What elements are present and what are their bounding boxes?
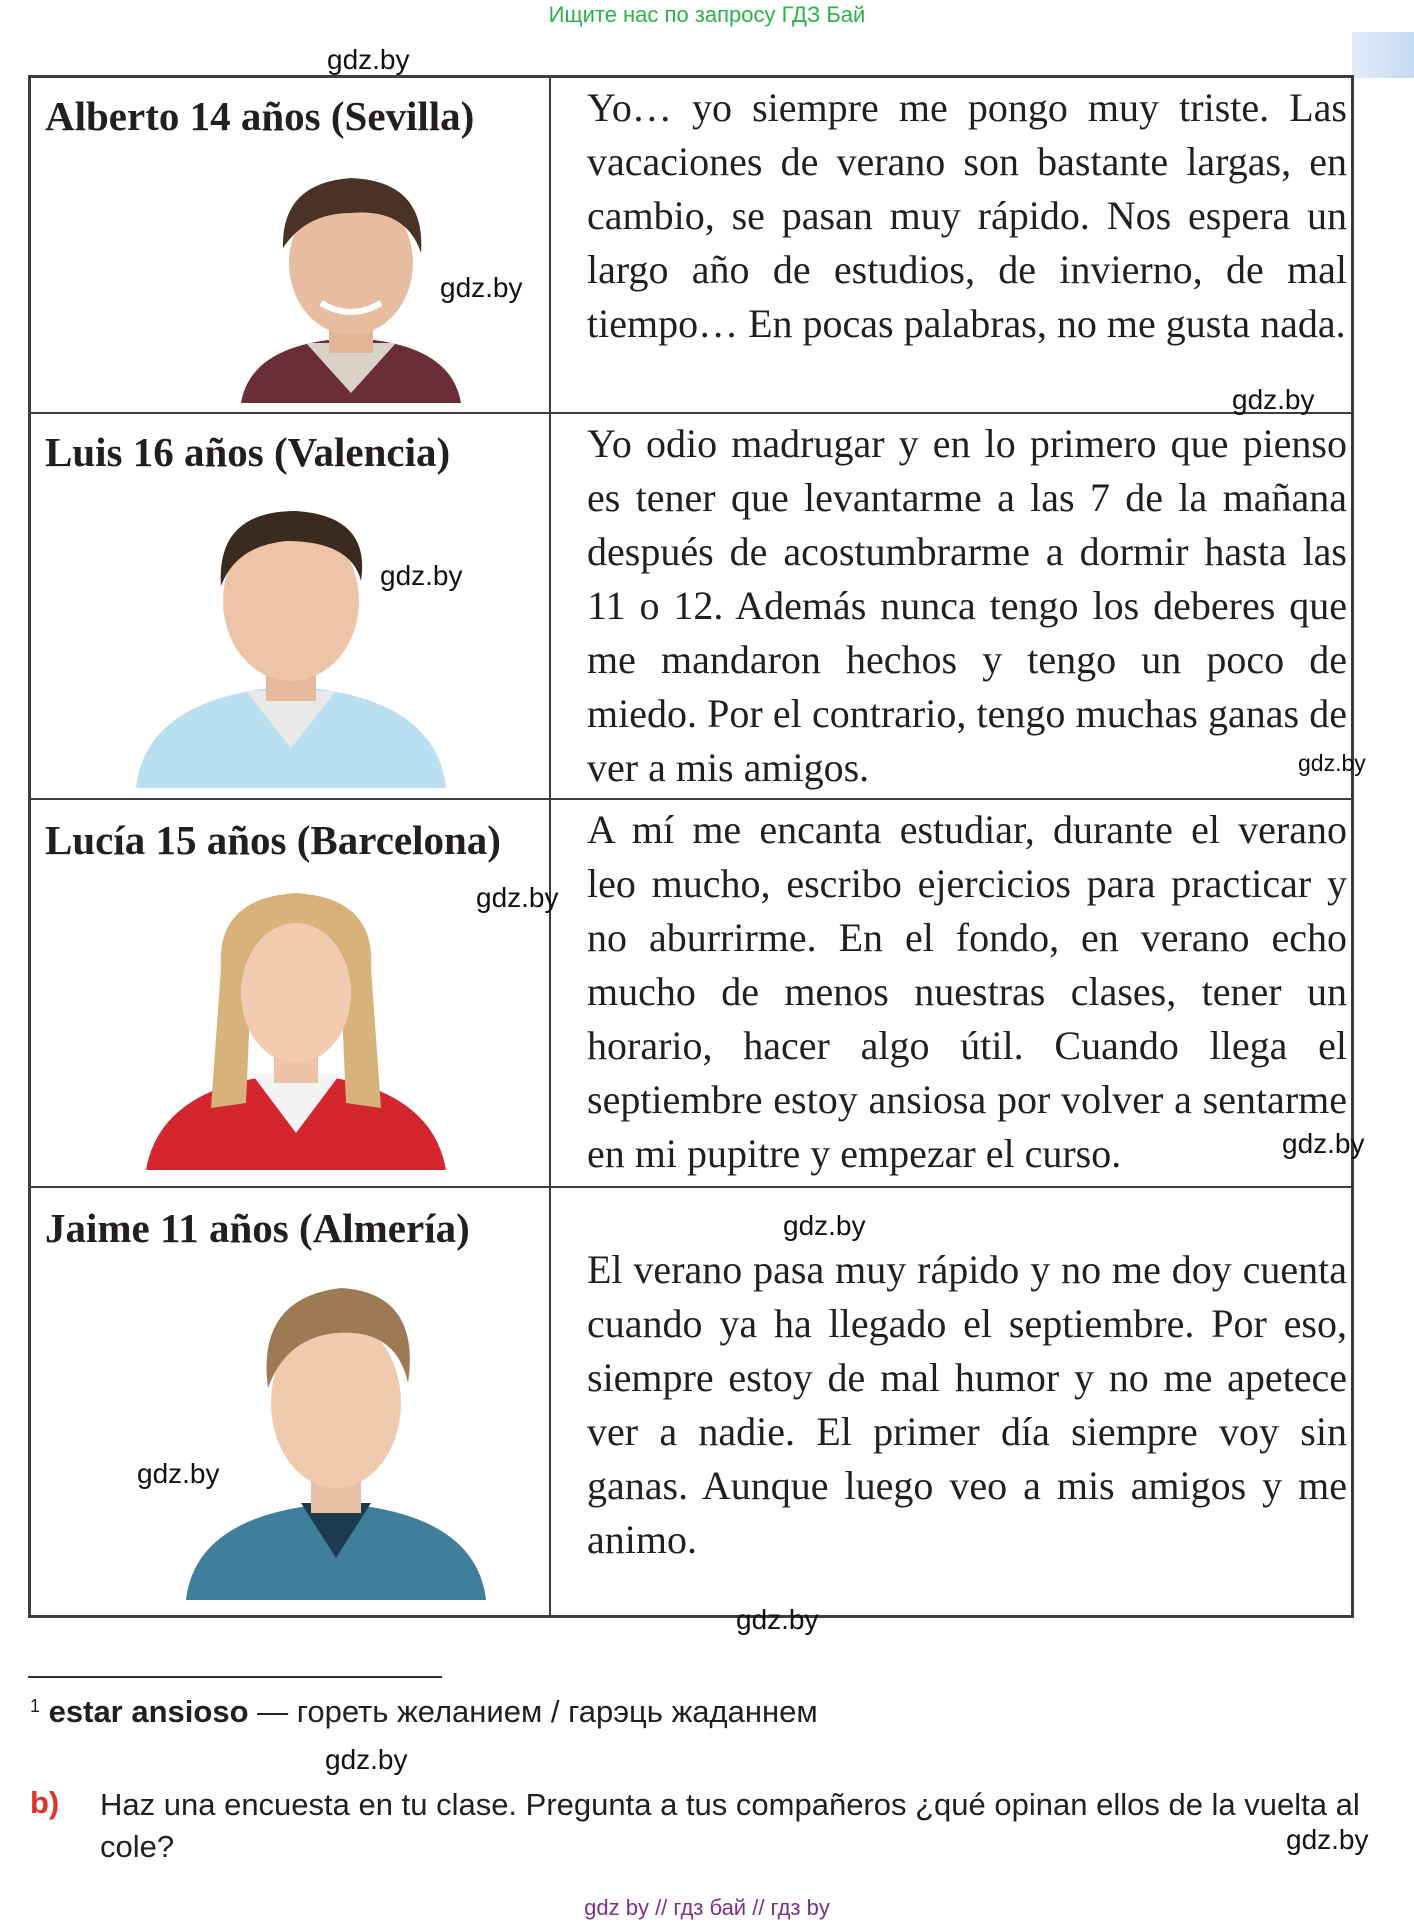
footnote-term: estar ansioso — [48, 1694, 249, 1729]
table-row-divider — [31, 798, 1351, 800]
bottom-banner: gdz by // гдз бай // гдз by — [584, 1895, 830, 1920]
testimonials-table — [28, 75, 1354, 1618]
row-text-jaime: El verano pasa muy rápido y no me doy cuenta cuando ya ha llegado el septiembre. Por eso, siempre estoy de mal humor y no me apetece ver a nadie. El primer día siempre voy sin ganas. Aunque luego veo a mis amigos y me animo. — [587, 1247, 1347, 1562]
watermark: gdz.by — [736, 1604, 819, 1635]
row-name-alberto: Alberto 14 años (Sevilla) — [45, 93, 475, 139]
watermark: gdz.by — [327, 44, 410, 75]
table-column-divider — [549, 78, 551, 1615]
watermark: gdz.by — [137, 1458, 220, 1489]
watermark: gdz.by — [1298, 750, 1366, 776]
watermark: gdz.by — [783, 1210, 866, 1241]
row-text-lucia: A mí me encanta estudiar, durante el verano leo mucho, escribo ejercicios para practicar y no aburrirme. En el fondo, en verano echo mucho de menos nuestras clases, tener un horario, hacer algo útil. Cuando llega el septiembre estoy ansiosa por volver a sentarme en mi pupitre y empezar el curso. — [587, 807, 1347, 1176]
footnote-number: 1 — [30, 1696, 41, 1716]
corner-tab — [1352, 32, 1414, 78]
task-letter: b) — [30, 1785, 60, 1820]
task-text: Haz una encuesta en tu clase. Pregunta a tus compañeros ¿qué opinan ellos de la vuelta al cole? — [100, 1787, 1360, 1864]
watermark: gdz.by — [380, 560, 463, 591]
watermark: gdz.by — [1232, 384, 1315, 415]
row-text-luis: Yo odio madrugar y en lo primero que pienso es tener que levantarme a las 7 de la mañana después de acostumbrarme a dormir hasta las 11 o 12. Además nunca tengo los deberes que me mandaron hechos y tengo un poco de miedo. Por el contrario, tengo muchas ganas de ver a mis amigos. — [587, 421, 1347, 790]
row-text-alberto: Yo… yo siempre me pongo muy triste. Las vacaciones de verano son bastante largas, en cambio, se pasan muy rápido. Nos espera un largo año de estudios, de invierno, de mal tiempo… En pocas palabras, no me gusta nada. — [587, 85, 1347, 346]
watermark: gdz.by — [1282, 1128, 1365, 1159]
top-banner: Ищите нас по запросу ГДЗ Бай — [548, 2, 866, 27]
watermark: gdz.by — [1286, 1824, 1369, 1855]
table-row-divider — [31, 1186, 1351, 1188]
girl-portrait-icon — [146, 878, 446, 1170]
table-row-divider — [31, 412, 1351, 414]
watermark: gdz.by — [476, 882, 559, 913]
watermark: gdz.by — [325, 1744, 408, 1775]
teen-boy-portrait-icon — [136, 486, 446, 788]
footnote-rule — [28, 1676, 442, 1678]
footnote-translation: — гореть желанием / гарэць жаданнем — [248, 1694, 818, 1729]
row-name-luis: Luis 16 años (Valencia) — [45, 429, 451, 475]
child-boy-portrait-icon — [186, 1258, 486, 1600]
watermark: gdz.by — [440, 272, 523, 303]
row-name-jaime: Jaime 11 años (Almería) — [45, 1205, 470, 1251]
row-name-lucia: Lucía 15 años (Barcelona) — [45, 817, 501, 863]
footnote — [30, 1694, 818, 1730]
